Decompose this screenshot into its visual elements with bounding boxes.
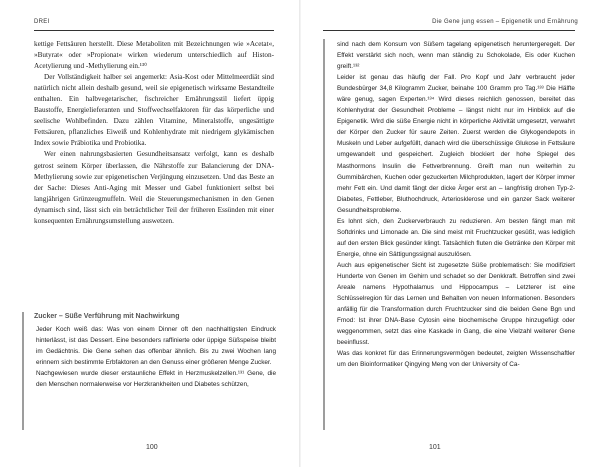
page-number: 101	[429, 444, 441, 451]
body-text	[34, 39, 274, 227]
paragraph: Jeder Koch weiß das: Was von einem Dinner oft den nachhaltigsten Eindruck hinterlässt, ist das Dessert. Eine besonders raffinierte oder üppige Süßspeise bleibt im Gedächtnis. Die Gene sehen das offenbar ähnlich. Bis zu zwei Wochen lang erinnern sich bestimmte Erbfaktoren an den Genuss einer größeren Menge Zucker.	[36, 326, 276, 367]
paragraph: Was das konkret für das Erinnerungsvermögen bedeutet, zeigten Wissenschaftler um den Bioinformatiker Qingying Meng von der University of Ca-	[337, 350, 575, 369]
sidebar-rule	[323, 39, 325, 430]
sidebar-box	[22, 312, 276, 430]
paragraph: Nachgewiesen wurde dieser erstaunliche Effekt in Herzmuskelzellen.¹³¹ Gene, die den Menschen normalerweise vor Herzkrankheiten und Diabetes schützen,	[36, 370, 276, 389]
paragraph: Wer einen nahrungsbasierten Gesundheitsansatz verfolgt, kann es deshalb getrost seinem Körper überlassen, die Nährstoffe zur Balancierung der DNA-Methylierung sowie zur epigenetischen Verjüngung einzusetzen. Und das Beste an der Sache: Dieses Anti-Aging mit Messer und Gabel funktioniert selbst bei langjährigen Grünzeugmuffeln. Weil die Steuerungsmechanismen in den Genen dynamisch sind, lässt sich ein beträchtlicher Teil der früheren Essünden mit einer konsequenten Ernährungsumstellung auswetzen.	[34, 150, 274, 225]
paragraph: sind nach dem Konsum von Süßem tagelang epigenetisch heruntergeregelt. Der Effekt verstärkt sich noch, wenn man ständig zu Schokolade, Eis oder Kuchen greift.¹³²	[337, 41, 575, 71]
page-number: 100	[146, 444, 158, 451]
paragraph: kettige Fettsäuren herstellt. Diese Metaboliten mit Bezeichnungen wie »Acetat«, »Butyrat« oder »Propionat« wirken wiederum unterschiedlich auf Histon-Acetylierung und -Methylierung ein.¹³⁰	[34, 40, 274, 71]
paragraph: Es lohnt sich, den Zuckerverbrauch zu reduzieren. Am besten fängt man mit Softdrinks und Limonade an. Die sind meist mit Fruchtzucker gesüßt, was lediglich auf den ersten Blick gesünder klingt. Tatsächlich fluten die Getränke den Körper mit Energie, ohne ein Sättigungssignal auszulösen.	[337, 217, 575, 258]
paragraph: Der Vollständigkeit halber sei angemerkt: Asia-Kost oder Mittelmeerdiät sind natürlich nicht allein deshalb gesund, weil sie epigenetisch wirksame Bestandteile enthalten. Ein halbvegetarischer, fischreicher Ernährungsstil liefert üppig Baustoffe, Energielieferanten und Stoffwechselfaktoren für das körperliche und seelische Wohlbefinden. Dazu zählen Vitamine, Mineralstoffe, ungesättigte Fettsäuren, pflanzliches Eiweiß und Kohlenhydrate mit niedrigem glykämischen Index sowie Präbiotika und Probiotika.	[34, 73, 274, 148]
running-head: Die Gene jung essen – Epigenetik und Ernährung	[432, 19, 578, 25]
left-page	[0, 0, 299, 467]
paragraph: Leider ist genau das häufig der Fall. Pro Kopf und Jahr verbraucht jeder Bundesbürger 34,8 Kilogramm Zucker, beinahe 100 Gramm pro Tag.¹³³ Die Hälfte wäre genug, sagen Experten.¹³⁴ Wird dieses reichlich genossen, bereitet das Kohlenhydrat der Gesundheit Probleme – längst nicht nur im Hinblick auf die Epigenetik. Wird die süße Energie nicht in körperliche Aktivität umgesetzt, verwahrt der Körper den Zucker für saure Zeiten. Zuerst werden die Glykogendepots in Muskeln und Leber aufgefüllt, danach wird die überschüssige Glukose in Fettsäure umgewandelt und gespeichert. Zugleich blockiert der hohe Spiegel des Masthormons Insulin die Fettverbrennung. Greift man nun weiterhin zu Gummibärchen, Kuchen oder gezuckerten Milchprodukten, lagert der Körper immer mehr Fett ein. Und damit fängt der dicke Ärger erst an – langfristig drohen Typ-2-Diabetes, Fettleber, Bluthochdruck, Arteriosklerose und ein ganzer Sack weiterer Gesundheitsprobleme.	[337, 74, 575, 214]
box-body	[36, 324, 276, 390]
body-text	[337, 39, 575, 370]
header-rule	[323, 30, 575, 31]
header-rule	[34, 30, 274, 31]
paragraph: Auch aus epigenetischer Sicht ist zugesetzte Süße problematisch: Sie modifiziert Hunderte von Genen im Gehirn und schadet so der Denkkraft. Betroffen sind zwei Areale namens Hypothalamus und Hippocampus – Letzterer ist eine Schlüsselregion für das Lernen und Behalten von neuen Informationen. Besonders anfällig für die Transformation durch Fruchtzucker sind die beiden Gene Bgn und Fmod: Ist ihrer DNA-Base Cytosin eine biochemische Gruppe hinzugefügt oder weggenommen, setzt das eine Kaskade in Gang, die eine Vielzahl weiterer Gene beeinflusst.	[337, 261, 575, 347]
running-head: DREI	[34, 19, 50, 25]
right-page	[301, 0, 600, 467]
box-heading: Zucker – Süße Verführung mit Nachwirkung	[34, 313, 180, 320]
